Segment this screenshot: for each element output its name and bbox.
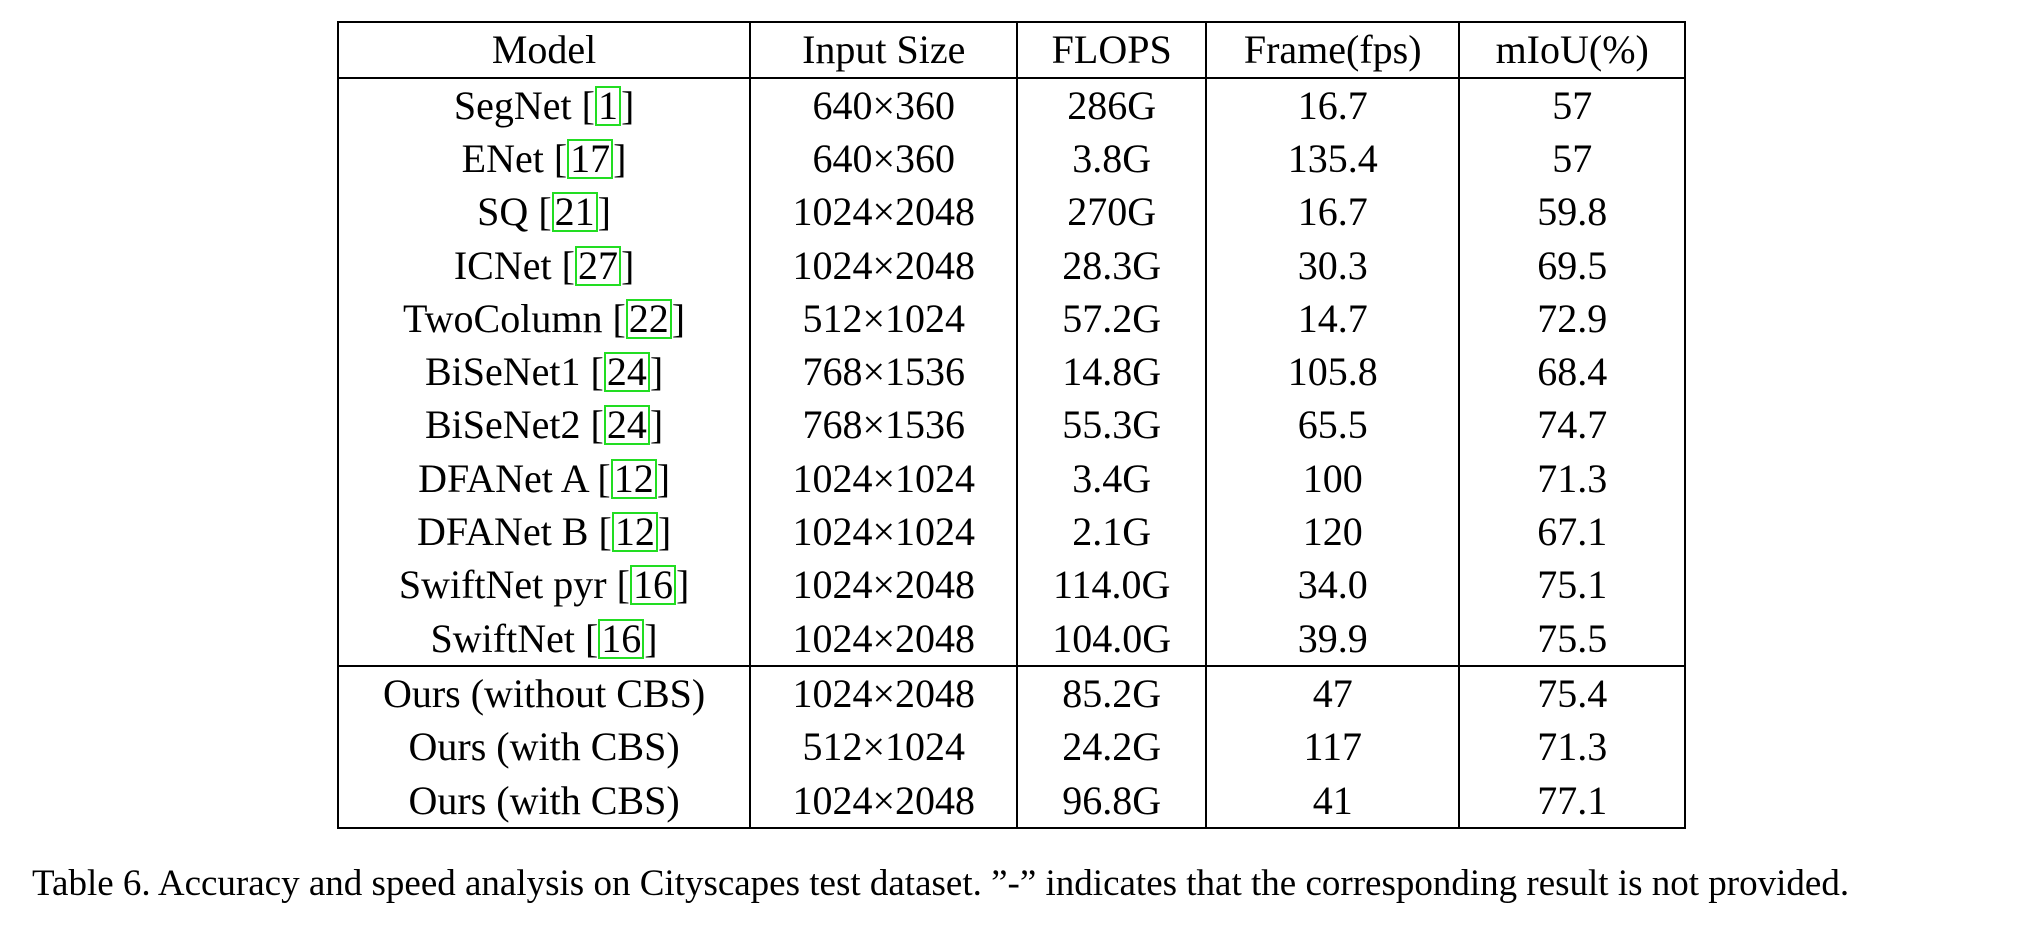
model-name: SegNet bbox=[453, 82, 572, 128]
miou-cell: 57 bbox=[1459, 78, 1685, 132]
miou-cell: 67.1 bbox=[1459, 505, 1685, 558]
model-cell: TwoColumn [22] bbox=[338, 292, 750, 345]
fps-cell: 30.3 bbox=[1206, 239, 1459, 292]
flops-cell: 3.8G bbox=[1017, 132, 1206, 185]
model-name: ICNet bbox=[453, 242, 552, 288]
flops-cell: 28.3G bbox=[1017, 239, 1206, 292]
model-cell: ENet [17] bbox=[338, 132, 750, 185]
ours-rows bbox=[338, 666, 1685, 828]
fps-cell: 14.7 bbox=[1206, 292, 1459, 345]
fps-cell: 16.7 bbox=[1206, 78, 1459, 132]
citation-link[interactable]: 24 bbox=[604, 405, 650, 445]
input-size-cell: 1024×1024 bbox=[750, 452, 1017, 505]
table-row bbox=[338, 132, 1685, 185]
miou-cell: 74.7 bbox=[1459, 399, 1685, 452]
flops-cell: 270G bbox=[1017, 186, 1206, 239]
model-name: BiSeNet2 bbox=[424, 402, 581, 448]
fps-cell: 100 bbox=[1206, 452, 1459, 505]
table-row bbox=[338, 452, 1685, 505]
header-miou: mIoU(%) bbox=[1459, 22, 1685, 78]
miou-cell: 72.9 bbox=[1459, 292, 1685, 345]
input-size-cell: 1024×2048 bbox=[750, 774, 1017, 828]
model-cell: BiSeNet1 [24] bbox=[338, 345, 750, 398]
model-cell: Ours (with CBS) bbox=[338, 774, 750, 828]
table-row bbox=[338, 292, 1685, 345]
citation-link[interactable]: 12 bbox=[612, 512, 658, 552]
flops-cell: 96.8G bbox=[1017, 774, 1206, 828]
model-name: TwoColumn bbox=[403, 295, 603, 341]
input-size-cell: 1024×2048 bbox=[750, 666, 1017, 720]
model-name: DFANet A bbox=[418, 455, 588, 501]
input-size-cell: 1024×1024 bbox=[750, 505, 1017, 558]
best-miou-cell: 77.1 bbox=[1459, 774, 1685, 828]
miou-cell: 59.8 bbox=[1459, 186, 1685, 239]
input-size-cell: 1024×2048 bbox=[750, 559, 1017, 612]
fps-cell: 120 bbox=[1206, 505, 1459, 558]
header-row bbox=[338, 22, 1685, 78]
results-table bbox=[337, 21, 1686, 829]
model-cell: DFANet A [12] bbox=[338, 452, 750, 505]
table-caption: Table 6. Accuracy and speed analysis on Cityscapes test dataset. ”-” indicates that the corresponding result is not provided. bbox=[32, 863, 1850, 904]
table-row bbox=[338, 505, 1685, 558]
table-row bbox=[338, 78, 1685, 132]
table-header bbox=[338, 22, 1685, 78]
model-cell: Ours (without CBS) bbox=[338, 666, 750, 720]
citation-link[interactable]: 16 bbox=[598, 619, 644, 659]
table-row bbox=[338, 399, 1685, 452]
fps-cell: 39.9 bbox=[1206, 612, 1459, 666]
citation-link[interactable]: 1 bbox=[595, 86, 621, 126]
citation-link[interactable]: 24 bbox=[604, 352, 650, 392]
miou-cell: 71.3 bbox=[1459, 452, 1685, 505]
input-size-cell: 1024×2048 bbox=[750, 239, 1017, 292]
fps-cell: 117 bbox=[1206, 721, 1459, 774]
table-row bbox=[338, 666, 1685, 720]
flops-cell: 85.2G bbox=[1017, 666, 1206, 720]
flops-cell: 114.0G bbox=[1017, 559, 1206, 612]
miou-cell: 75.1 bbox=[1459, 559, 1685, 612]
input-size-cell: 768×1536 bbox=[750, 399, 1017, 452]
citation-link[interactable]: 16 bbox=[630, 565, 676, 605]
header-frame-fps: Frame(fps) bbox=[1206, 22, 1459, 78]
model-name: SQ bbox=[477, 189, 529, 235]
miou-cell: 75.5 bbox=[1459, 612, 1685, 666]
input-size-cell: 512×1024 bbox=[750, 721, 1017, 774]
table-row bbox=[338, 612, 1685, 666]
fps-cell: 135.4 bbox=[1206, 132, 1459, 185]
fps-cell: 65.5 bbox=[1206, 399, 1459, 452]
model-cell: SegNet [1] bbox=[338, 78, 750, 132]
input-size-cell: 1024×2048 bbox=[750, 612, 1017, 666]
table-row bbox=[338, 721, 1685, 774]
flops-cell: 286G bbox=[1017, 78, 1206, 132]
model-cell: SwiftNet [16] bbox=[338, 612, 750, 666]
header-model: Model bbox=[338, 22, 750, 78]
header-input-size: Input Size bbox=[750, 22, 1017, 78]
citation-link[interactable]: 12 bbox=[611, 459, 657, 499]
flops-cell: 3.4G bbox=[1017, 452, 1206, 505]
model-name: SwiftNet pyr bbox=[398, 562, 607, 608]
input-size-cell: 1024×2048 bbox=[750, 186, 1017, 239]
citation-link[interactable]: 21 bbox=[552, 192, 598, 232]
flops-cell: 57.2G bbox=[1017, 292, 1206, 345]
model-name: SwiftNet bbox=[430, 615, 575, 661]
baseline-rows bbox=[338, 78, 1685, 666]
model-cell: Ours (with CBS) bbox=[338, 721, 750, 774]
model-name: ENet bbox=[461, 135, 544, 181]
model-name: BiSeNet1 bbox=[424, 349, 581, 395]
input-size-cell: 640×360 bbox=[750, 78, 1017, 132]
model-cell: SQ [21] bbox=[338, 186, 750, 239]
miou-cell: 71.3 bbox=[1459, 721, 1685, 774]
header-flops: FLOPS bbox=[1017, 22, 1206, 78]
citation-link[interactable]: 17 bbox=[567, 139, 613, 179]
flops-cell: 14.8G bbox=[1017, 345, 1206, 398]
table-row bbox=[338, 774, 1685, 828]
miou-cell: 69.5 bbox=[1459, 239, 1685, 292]
fps-cell: 105.8 bbox=[1206, 345, 1459, 398]
flops-cell: 24.2G bbox=[1017, 721, 1206, 774]
flops-cell: 2.1G bbox=[1017, 505, 1206, 558]
input-size-cell: 768×1536 bbox=[750, 345, 1017, 398]
miou-cell: 75.4 bbox=[1459, 666, 1685, 720]
table-row bbox=[338, 345, 1685, 398]
fps-cell: 34.0 bbox=[1206, 559, 1459, 612]
flops-cell: 104.0G bbox=[1017, 612, 1206, 666]
model-cell: DFANet B [12] bbox=[338, 505, 750, 558]
model-name: DFANet B bbox=[417, 509, 589, 555]
flops-cell: 55.3G bbox=[1017, 399, 1206, 452]
miou-cell: 68.4 bbox=[1459, 345, 1685, 398]
miou-cell: 57 bbox=[1459, 132, 1685, 185]
fps-cell: 47 bbox=[1206, 666, 1459, 720]
table-row bbox=[338, 239, 1685, 292]
fps-cell: 16.7 bbox=[1206, 186, 1459, 239]
input-size-cell: 512×1024 bbox=[750, 292, 1017, 345]
fps-cell: 41 bbox=[1206, 774, 1459, 828]
citation-link[interactable]: 22 bbox=[626, 299, 672, 339]
model-cell: SwiftNet pyr [16] bbox=[338, 559, 750, 612]
table-row bbox=[338, 559, 1685, 612]
model-cell: BiSeNet2 [24] bbox=[338, 399, 750, 452]
input-size-cell: 640×360 bbox=[750, 132, 1017, 185]
table-row bbox=[338, 186, 1685, 239]
model-cell: ICNet [27] bbox=[338, 239, 750, 292]
citation-link[interactable]: 27 bbox=[575, 246, 621, 286]
